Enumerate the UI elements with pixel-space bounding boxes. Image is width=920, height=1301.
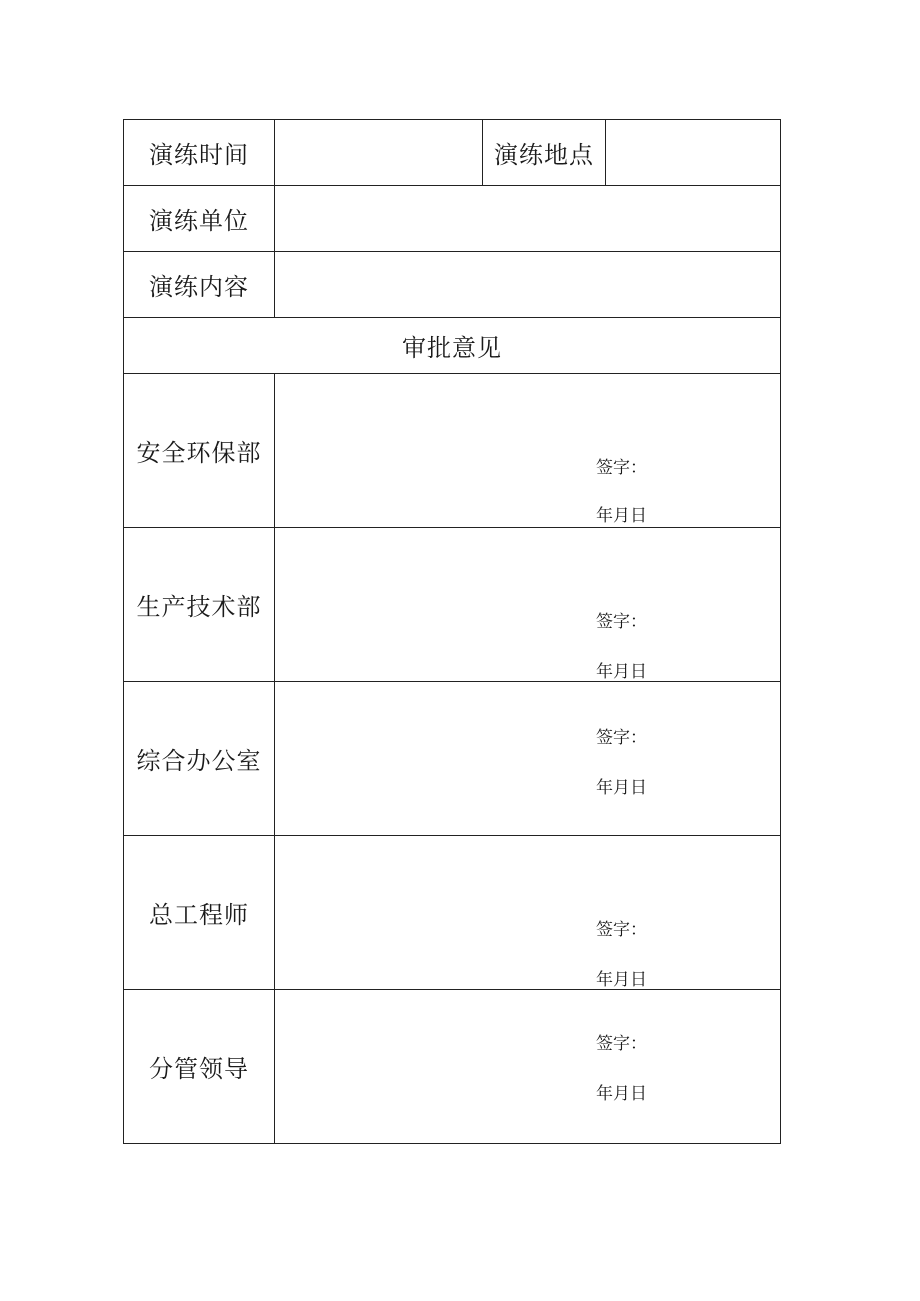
date-label: 年月日 xyxy=(596,970,647,990)
approval-opinion-field[interactable] xyxy=(275,374,781,528)
signature-label: 签字： xyxy=(596,1034,647,1054)
approval-row xyxy=(124,682,781,836)
approval-opinion-field[interactable] xyxy=(275,836,781,990)
drill-location-label: 演练地点 xyxy=(483,120,606,186)
approval-row xyxy=(124,528,781,682)
approval-opinion-field[interactable] xyxy=(275,990,781,1144)
date-label: 年月日 xyxy=(596,1084,647,1104)
drill-location-field[interactable] xyxy=(606,120,781,186)
approval-row xyxy=(124,836,781,990)
approval-department-label: 综合办公室 xyxy=(124,682,275,836)
approval-section-title: 审批意见 xyxy=(124,318,781,374)
drill-unit-label: 演练单位 xyxy=(124,186,275,252)
drill-time-label: 演练时间 xyxy=(124,120,275,186)
approval-department-label: 生产技术部 xyxy=(124,528,275,682)
drill-content-row xyxy=(124,252,781,318)
date-label: 年月日 xyxy=(596,506,647,526)
drill-content-field[interactable] xyxy=(275,252,781,318)
signature-label: 签字： xyxy=(596,920,647,940)
approval-row xyxy=(124,374,781,528)
approval-department-label: 分管领导 xyxy=(124,990,275,1144)
drill-time-row xyxy=(124,120,781,186)
approval-row xyxy=(124,990,781,1144)
signature-label: 签字： xyxy=(596,728,647,748)
date-label: 年月日 xyxy=(596,778,647,798)
date-label: 年月日 xyxy=(596,662,647,682)
approval-opinion-field[interactable] xyxy=(275,682,781,836)
drill-approval-form xyxy=(123,119,781,1144)
drill-content-label: 演练内容 xyxy=(124,252,275,318)
signature-label: 签字： xyxy=(596,458,647,478)
signature-label: 签字： xyxy=(596,612,647,632)
drill-unit-field[interactable] xyxy=(275,186,781,252)
approval-opinion-field[interactable] xyxy=(275,528,781,682)
approval-title-row xyxy=(124,318,781,374)
drill-time-field[interactable] xyxy=(275,120,483,186)
drill-unit-row xyxy=(124,186,781,252)
approval-department-label: 安全环保部 xyxy=(124,374,275,528)
approval-department-label: 总工程师 xyxy=(124,836,275,990)
